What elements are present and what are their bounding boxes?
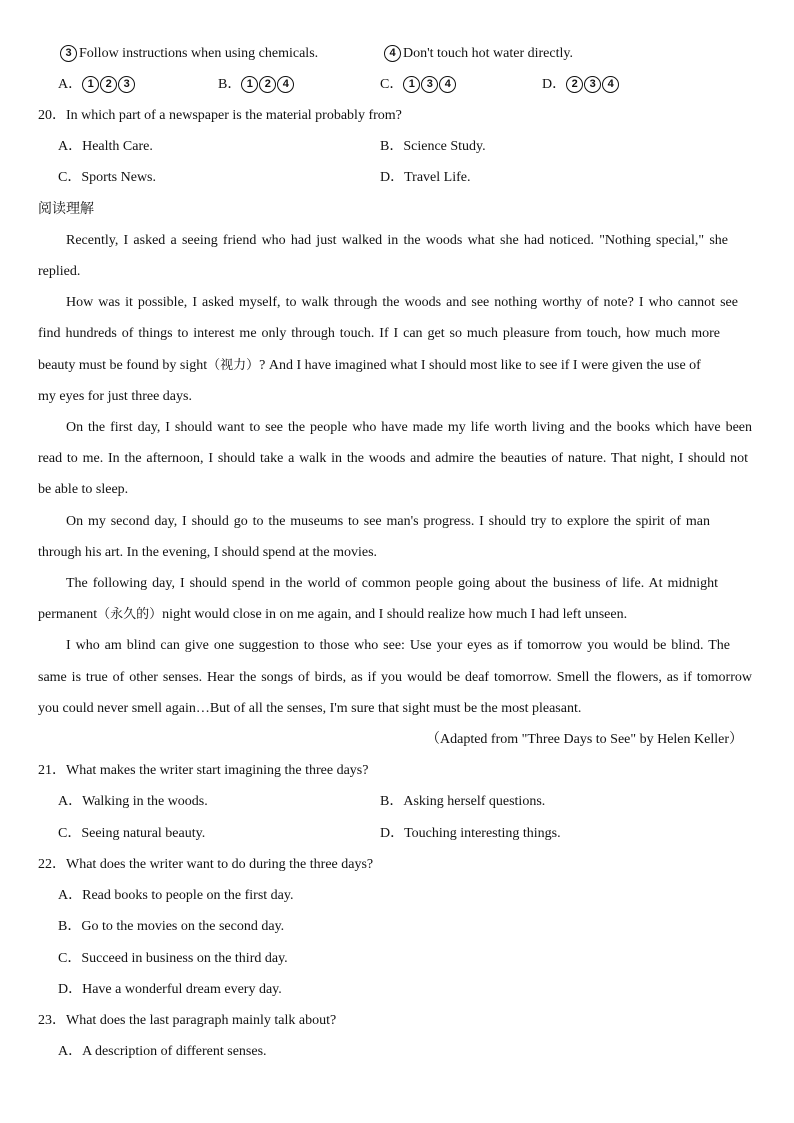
passage-line	[38, 356, 701, 376]
q21-option-a[interactable]: A．Walking in the woods.	[58, 794, 208, 809]
passage-line: replied.	[38, 264, 81, 279]
q23-stem: 23．What does the last paragraph mainly talk about?	[38, 1013, 337, 1028]
option-label: C．	[380, 77, 404, 92]
chinese-gloss: （视力）	[207, 358, 260, 373]
q21-option-d[interactable]: D．Touching interesting things.	[380, 826, 561, 841]
passage-line: you could never smell again…But of all the senses, I'm sure that sight must be the most pleasant.	[38, 701, 582, 716]
q19-option-c[interactable]	[380, 75, 457, 95]
passage-line: through his art. In the evening, I should spend at the movies.	[38, 545, 378, 560]
q22-stem: 22．What does the writer want to do during the three days?	[38, 857, 374, 872]
passage-line	[38, 605, 627, 625]
option-label: A．	[58, 77, 83, 92]
passage-line: How was it possible, I asked myself, to walk through the woods and see nothing worthy of note? I who cannot see	[66, 295, 738, 310]
circled-number: 1	[82, 76, 99, 93]
circled-number: 4	[439, 76, 456, 93]
passage-line: On my second day, I should go to the museums to see man's progress. I should try to explore the spirit of man	[66, 514, 710, 529]
circled-number: 1	[403, 76, 420, 93]
circled-number: 3	[584, 76, 601, 93]
q19-option-a[interactable]	[58, 75, 136, 95]
passage-text: ? And I have imagined what I should most like to see if I were given the use of	[259, 358, 701, 373]
q22-option-a[interactable]: A．Read books to people on the first day.	[58, 888, 294, 903]
circled-number: 4	[277, 76, 294, 93]
passage-line: find hundreds of things to interest me only through touch. If I can get so much pleasure from touch, how much more	[38, 326, 720, 341]
passage-line: my eyes for just three days.	[38, 389, 192, 404]
q23-option-a[interactable]: A．A description of different senses.	[58, 1044, 267, 1059]
passage-source: （Adapted from "Three Days to See" by Helen Keller）	[426, 732, 743, 747]
statement-4	[384, 44, 573, 64]
circled-number: 2	[259, 76, 276, 93]
option-label: D．	[542, 77, 567, 92]
q19-option-d[interactable]	[542, 75, 620, 95]
circled-number: 2	[566, 76, 583, 93]
q22-option-c[interactable]: C．Succeed in business on the third day.	[58, 951, 288, 966]
passage-line: On the first day, I should want to see the people who have made my life worth living and the books which have been	[66, 420, 752, 435]
statement-text: Don't touch hot water directly.	[403, 46, 573, 61]
circled-number: 2	[100, 76, 117, 93]
statement-text: Follow instructions when using chemicals.	[79, 46, 319, 61]
passage-text: night would close in on me again, and I should realize how much I had left unseen.	[162, 607, 628, 622]
q21-option-b[interactable]: B．Asking herself questions.	[380, 794, 546, 809]
circled-number: 3	[421, 76, 438, 93]
q22-option-b[interactable]: B．Go to the movies on the second day.	[58, 919, 285, 934]
passage-line: Recently, I asked a seeing friend who had just walked in the woods what she had noticed. "Nothing special," she	[66, 233, 728, 248]
passage-line: same is true of other senses. Hear the songs of birds, as if you would be deaf tomorrow. Smell the flowers, as if tomorrow	[38, 670, 752, 685]
q21-option-c[interactable]: C．Seeing natural beauty.	[58, 826, 206, 841]
q20-stem: 20．In which part of a newspaper is the material probably from?	[38, 108, 402, 123]
passage-line: The following day, I should spend in the world of common people going about the business of life. At midnight	[66, 576, 718, 591]
statement-3	[60, 44, 318, 64]
q20-option-b[interactable]: B．Science Study.	[380, 139, 486, 154]
passage-text: permanent	[38, 607, 98, 622]
circled-number: 3	[60, 45, 77, 62]
q20-option-d[interactable]: D．Travel Life.	[380, 170, 471, 185]
chinese-gloss: （永久的）	[97, 607, 163, 622]
q19-option-b[interactable]	[218, 75, 295, 95]
passage-line: be able to sleep.	[38, 482, 129, 497]
circled-number: 4	[384, 45, 401, 62]
q20-option-c[interactable]: C．Sports News.	[58, 170, 157, 185]
option-label: B．	[218, 77, 242, 92]
passage-line: I who am blind can give one suggestion to those who see: Use your eyes as if tomorrow you would be blind. The	[66, 638, 730, 653]
q22-option-d[interactable]: D．Have a wonderful dream every day.	[58, 982, 282, 997]
passage-text: beauty must be found by sight	[38, 358, 208, 373]
circled-number: 4	[602, 76, 619, 93]
q20-option-a[interactable]: A．Health Care.	[58, 139, 153, 154]
section-title: 阅读理解	[38, 201, 94, 217]
passage-line: read to me. In the afternoon, I should take a walk in the woods and admire the beauties of nature. That night, I should not	[38, 451, 748, 466]
circled-number: 1	[241, 76, 258, 93]
q21-stem: 21．What makes the writer start imagining the three days?	[38, 763, 369, 778]
circled-number: 3	[118, 76, 135, 93]
